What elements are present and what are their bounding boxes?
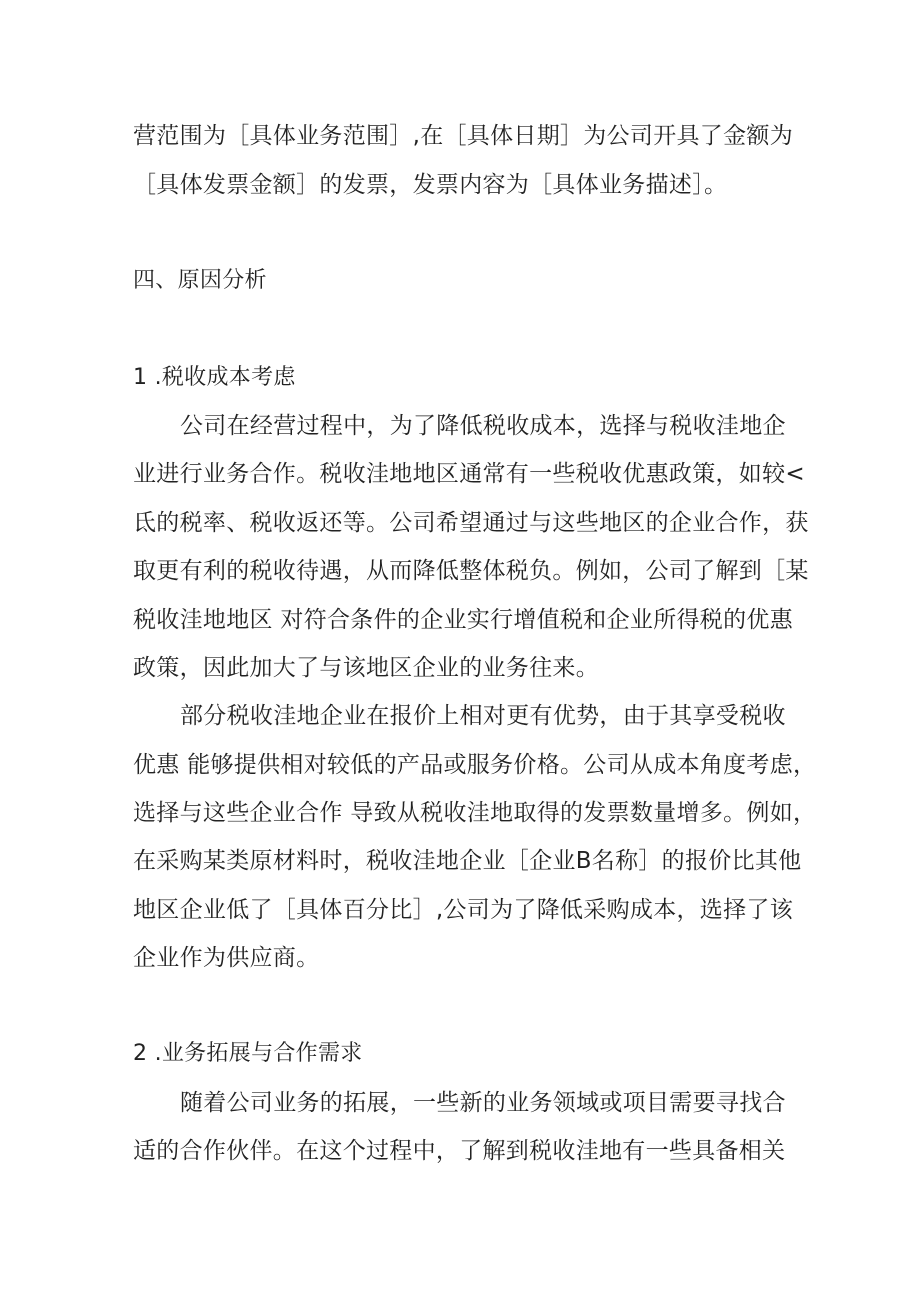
subsection-title: 2 .业务拓展与合作需求	[133, 1041, 363, 1066]
paragraph-line: 随着公司业务的拓展，一些新的业务领域或项目需要寻找合	[180, 1090, 786, 1116]
paragraph-line: 选择与这些企业合作 导致从税收洼地取得的发票数量增多。例如，	[133, 800, 817, 826]
paragraph-line: 地区企业低了［具体百分比］,公司为了降低采购成本，选择了该	[133, 897, 794, 923]
intro-line: 营范围为［具体业务范围］,在［具体日期］为公司开具了金额为	[133, 123, 794, 149]
paragraph-line: 公司在经营过程中，为了降低税收成本，选择与税收洼地企	[180, 413, 786, 439]
paragraph-line: 政策，因此加大了与该地区企业的业务往来。	[133, 655, 599, 681]
intro-line: ［具体发票金额］的发票，发票内容为［具体业务描述］。	[133, 172, 728, 198]
paragraph-line: 业进行业务合作。税收洼地地区通常有一些税收优惠政策，如较<	[133, 461, 805, 487]
paragraph-line: 部分税收洼地企业在报价上相对更有优势，由于其享受税收	[180, 703, 786, 729]
paragraph-line: 在采购某类原材料时，税收洼地企业［企业B名称］的报价比其他	[133, 848, 802, 874]
subsection-title: 1 .税收成本考虑	[133, 365, 296, 390]
paragraph-line: 取更有利的税收待遇，从而降低整体税负。例如，公司了解到［某	[133, 558, 809, 584]
paragraph-line: 适的合作伙伴。在这个过程中，了解到税收洼地有一些具备相关	[133, 1138, 786, 1164]
paragraph-line: 氐的税率、税收返还等。公司希望通过与这些地区的企业合作，获	[133, 510, 809, 536]
paragraph-line: 企业作为供应商。	[133, 945, 320, 971]
paragraph-line: 税收洼地地区 对符合条件的企业实行增值税和企业所得税的优惠	[133, 607, 794, 633]
section-heading: 四、原因分析	[133, 268, 267, 293]
paragraph-line: 优惠 能够提供相对较低的产品或服务价格。公司从成本角度考虑，	[133, 752, 817, 778]
